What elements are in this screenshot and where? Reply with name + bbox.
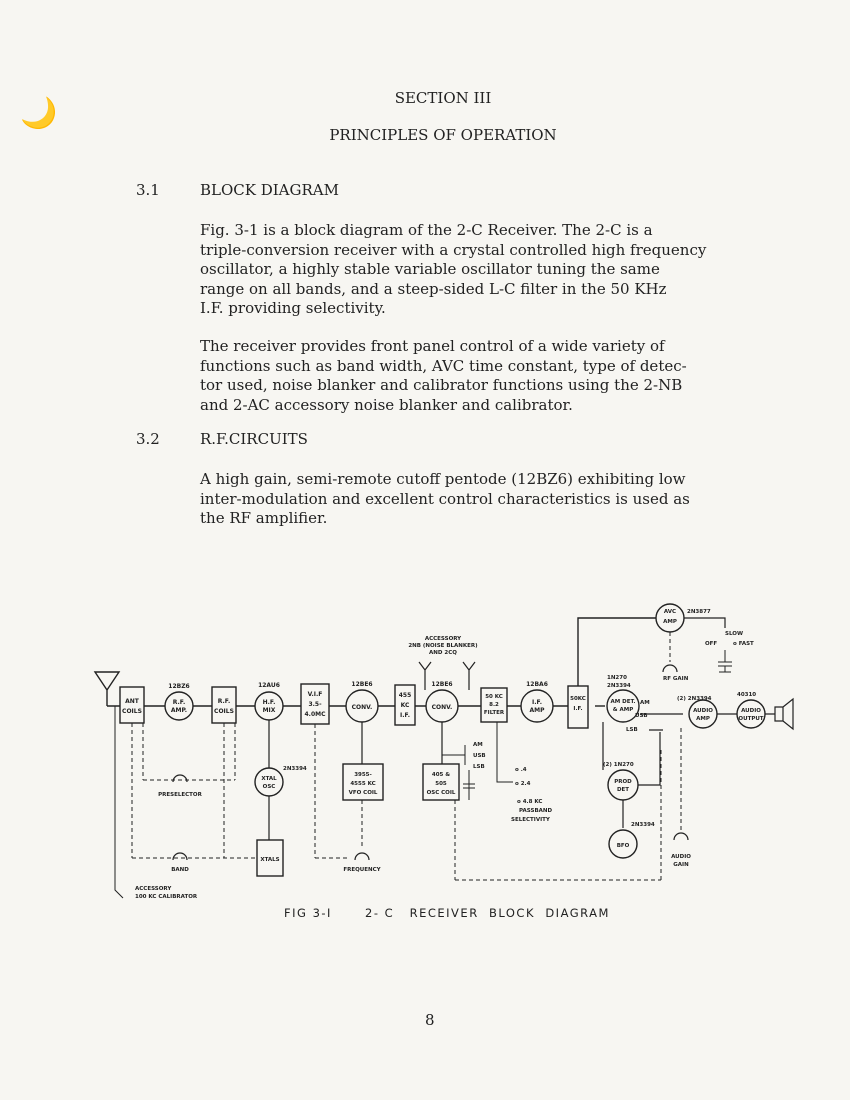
svg-text:100 KC CALIBRATOR: 100 KC CALIBRATOR	[135, 894, 198, 900]
svg-text:o FAST: o FAST	[733, 641, 754, 647]
svg-text:OSC: OSC	[262, 784, 276, 790]
speaker-icon	[765, 699, 793, 729]
preselector-knob	[173, 775, 187, 782]
svg-text:I.F.: I.F.	[531, 699, 543, 706]
paragraph: The receiver provides front panel control of a wide variety of functions such as band width, AVC time constant, type of detec- tor used, noise blanker and calibrator functions using the 2-NB and 2-AC accessory noise blanker and calibrator.	[200, 337, 687, 414]
svg-text:4.0MC: 4.0MC	[304, 711, 326, 718]
svg-text:2N3394: 2N3394	[283, 766, 307, 772]
svg-text:AM DET.: AM DET.	[610, 699, 636, 705]
svg-text:(2) 1N270: (2) 1N270	[603, 762, 634, 768]
svg-text:ACCESSORY: ACCESSORY	[135, 886, 172, 892]
svg-text:ACCESSORY: ACCESSORY	[424, 636, 462, 642]
svg-text:AM: AM	[640, 700, 650, 706]
binder-hole-mark: 🌙	[20, 96, 58, 131]
svg-text:LSB: LSB	[626, 727, 638, 733]
svg-text:AUDIO: AUDIO	[671, 854, 691, 860]
svg-text:USB: USB	[473, 753, 486, 759]
audio-output-block	[737, 700, 765, 728]
figure-caption-title: 2- C RECEIVER BLOCK DIAGRAM	[365, 906, 610, 920]
band-knob	[173, 853, 187, 860]
svg-text:50 KC: 50 KC	[485, 694, 503, 700]
svg-text:2N3394: 2N3394	[607, 683, 631, 689]
svg-text:AUDIO: AUDIO	[693, 708, 713, 714]
paragraph: A high gain, semi-remote cutoff pentode (12BZ6) exhibiting low inter-modulation and excellent control characteristics is used as the RF amplifier.	[200, 470, 690, 528]
svg-text:505: 505	[435, 781, 447, 787]
svg-text:12AU6: 12AU6	[258, 682, 280, 689]
svg-text:AM: AM	[473, 742, 483, 748]
rf-amp-block	[165, 692, 193, 720]
svg-text:H.F.: H.F.	[262, 699, 276, 706]
audio-amp-block	[689, 700, 717, 728]
svg-text:R.F.: R.F.	[172, 699, 186, 706]
svg-text:BFO: BFO	[616, 843, 630, 849]
svg-text:OSC COIL: OSC COIL	[426, 790, 456, 796]
svg-text:BAND: BAND	[171, 867, 189, 873]
svg-text:XTALS: XTALS	[260, 857, 280, 863]
svg-text:2NB (NOISE BLANKER): 2NB (NOISE BLANKER)	[408, 643, 478, 649]
section-subtitle: PRINCIPLES OF OPERATION	[329, 126, 557, 144]
svg-text:PRESELECTOR: PRESELECTOR	[158, 792, 202, 798]
ant-coils-block	[120, 687, 144, 723]
svg-text:2N3877: 2N3877	[687, 609, 711, 615]
svg-text:AUDIO: AUDIO	[741, 708, 761, 714]
section-heading: R.F.CIRCUITS	[200, 430, 308, 448]
svg-text:405 &: 405 &	[431, 772, 451, 778]
svg-text:SELECTIVITY: SELECTIVITY	[511, 817, 550, 823]
svg-text:LSB: LSB	[473, 764, 485, 770]
prod-det-block	[608, 770, 638, 800]
svg-text:I.F.: I.F.	[399, 712, 411, 719]
svg-text:RF GAIN: RF GAIN	[663, 676, 689, 682]
page-number: 8	[425, 1011, 435, 1029]
svg-text:2N3394: 2N3394	[631, 822, 655, 828]
hf-mix-block	[255, 692, 283, 720]
svg-text:ANT: ANT	[125, 698, 139, 705]
svg-text:PASSBAND: PASSBAND	[519, 808, 553, 814]
section-number: 3.2	[136, 430, 160, 448]
svg-text:VFO COIL: VFO COIL	[348, 790, 378, 796]
svg-text:(2) 2N3394: (2) 2N3394	[677, 696, 712, 702]
svg-text:1N270: 1N270	[607, 675, 627, 681]
svg-text:FILTER: FILTER	[483, 710, 505, 716]
svg-text:GAIN: GAIN	[673, 862, 689, 868]
svg-text:o 2.4: o 2.4	[515, 781, 531, 787]
svg-text:MIX: MIX	[262, 707, 276, 714]
svg-text:CONV.: CONV.	[351, 704, 373, 711]
svg-text:AMP.: AMP.	[170, 707, 188, 714]
svg-text:3.5-: 3.5-	[308, 701, 322, 708]
svg-text:XTAL: XTAL	[261, 776, 277, 782]
svg-text:455: 455	[398, 692, 412, 699]
svg-text:12BA6: 12BA6	[526, 681, 548, 688]
svg-text:OFF: OFF	[705, 641, 718, 647]
section-heading: BLOCK DIAGRAM	[200, 181, 339, 199]
svg-text:o 4.8 KC: o 4.8 KC	[517, 799, 543, 805]
svg-text:PROD: PROD	[614, 779, 632, 785]
svg-text:FREQUENCY: FREQUENCY	[343, 867, 381, 873]
svg-text:& AMP: & AMP	[612, 707, 634, 713]
if-amp-block	[521, 690, 553, 722]
svg-text:OUTPUT: OUTPUT	[738, 716, 764, 722]
frequency-knob	[355, 853, 369, 860]
paragraph: Fig. 3-1 is a block diagram of the 2-C Receiver. The 2-C is a triple-conversion receiver with a crystal controlled high frequency oscillator, a highly stable variable oscillator tuning the same range on all bands, and a steep-sided L-C filter in the 50 KHz I.F. providing selectivity.	[200, 221, 707, 318]
svg-text:12BE6: 12BE6	[431, 681, 453, 688]
svg-text:3955-: 3955-	[354, 772, 372, 778]
svg-text:SLOW: SLOW	[725, 631, 744, 637]
svg-text:50KC: 50KC	[570, 696, 586, 702]
svg-text:AMP: AMP	[696, 716, 710, 722]
svg-text:COILS: COILS	[122, 708, 142, 715]
svg-text:R.F.: R.F.	[217, 698, 231, 705]
svg-text:AND 2CQ: AND 2CQ	[429, 650, 457, 656]
svg-text:4555 KC: 4555 KC	[350, 781, 376, 787]
block-diagram	[85, 600, 805, 910]
xtal-osc-block	[255, 768, 283, 796]
svg-text:KC: KC	[400, 702, 410, 709]
svg-text:8.2: 8.2	[489, 702, 499, 708]
section-title: SECTION III	[394, 89, 492, 107]
svg-text:40310: 40310	[737, 692, 757, 698]
svg-text:CONV.: CONV.	[431, 704, 453, 711]
svg-text:USB: USB	[635, 713, 648, 719]
svg-text:AMP: AMP	[529, 707, 545, 714]
svg-text:o .4: o .4	[515, 767, 527, 773]
svg-text:COILS: COILS	[214, 708, 234, 715]
svg-text:12BE6: 12BE6	[351, 681, 373, 688]
svg-text:AMP: AMP	[663, 619, 677, 625]
svg-text:AVC: AVC	[663, 609, 677, 615]
svg-text:I.F.: I.F.	[573, 706, 583, 712]
svg-text:12BZ6: 12BZ6	[168, 683, 190, 690]
rf-coils-block	[212, 687, 236, 723]
section-number: 3.1	[136, 181, 160, 199]
svg-text:DET: DET	[616, 787, 630, 793]
figure-caption-number: FIG 3-I	[284, 906, 332, 920]
svg-text:V.I.F: V.I.F	[307, 691, 323, 698]
